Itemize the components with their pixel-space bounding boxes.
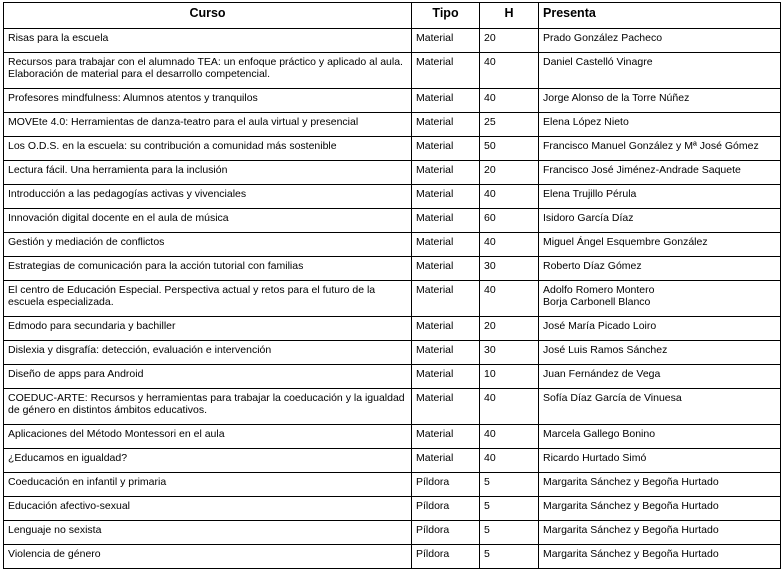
cell-curso: Dislexia y disgrafía: detección, evaluación e intervención <box>4 341 412 365</box>
cell-presenta <box>539 389 781 425</box>
presenter-name: Prado González Pacheco <box>543 32 663 44</box>
presenter-name: José Luis Ramos Sánchez <box>543 344 668 356</box>
cell-curso: MOVEte 4.0: Herramientas de danza-teatro para el aula virtual y presencial <box>4 113 412 137</box>
cell-presenta <box>539 449 781 473</box>
cell-tipo: Píldora <box>412 545 480 569</box>
cell-h: 30 <box>480 341 539 365</box>
table-row <box>4 521 781 545</box>
cell-tipo: Material <box>412 209 480 233</box>
presenter-name: José María Picado Loiro <box>543 320 657 332</box>
table-row <box>4 425 781 449</box>
cell-h: 25 <box>480 113 539 137</box>
cell-curso: Educación afectivo-sexual <box>4 497 412 521</box>
presenter-name: Roberto Díaz Gómez <box>543 260 642 272</box>
cell-h: 20 <box>480 317 539 341</box>
cell-h: 20 <box>480 161 539 185</box>
cell-h: 40 <box>480 281 539 317</box>
cell-tipo: Material <box>412 185 480 209</box>
cell-h: 5 <box>480 521 539 545</box>
presenter-name: Juan Fernández de Vega <box>543 368 661 380</box>
cell-curso: Lectura fácil. Una herramienta para la inclusión <box>4 161 412 185</box>
cell-h: 5 <box>480 473 539 497</box>
cell-presenta <box>539 341 781 365</box>
header-row <box>4 3 781 29</box>
table-body <box>4 29 781 569</box>
table-row <box>4 113 781 137</box>
table-row <box>4 185 781 209</box>
cell-tipo: Material <box>412 425 480 449</box>
cell-presenta <box>539 209 781 233</box>
table-row <box>4 365 781 389</box>
cell-tipo: Material <box>412 29 480 53</box>
cell-tipo: Material <box>412 233 480 257</box>
presenter-name: Miguel Ángel Esquembre González <box>543 236 708 248</box>
cell-presenta <box>539 365 781 389</box>
presenter-name: Elena Trujillo Pérula <box>543 188 637 200</box>
cell-curso: Los O.D.S. en la escuela: su contribución a comunidad más sostenible <box>4 137 412 161</box>
cell-h: 40 <box>480 449 539 473</box>
header-curso: Curso <box>4 3 412 29</box>
table-row <box>4 449 781 473</box>
cell-presenta <box>539 281 781 317</box>
cell-curso: Edmodo para secundaria y bachiller <box>4 317 412 341</box>
presenter-name: Adolfo Romero Montero <box>543 284 655 296</box>
cell-tipo: Material <box>412 113 480 137</box>
table-row <box>4 209 781 233</box>
table-row <box>4 281 781 317</box>
cell-h: 5 <box>480 497 539 521</box>
cell-presenta <box>539 521 781 545</box>
table-row <box>4 89 781 113</box>
presenter-name: Daniel Castelló Vinagre <box>543 56 653 68</box>
presenter-name: Margarita Sánchez y Begoña Hurtado <box>543 548 719 560</box>
cell-presenta <box>539 497 781 521</box>
table-row <box>4 233 781 257</box>
presenter-name: Isidoro García Díaz <box>543 212 634 224</box>
cell-curso: Aplicaciones del Método Montessori en el aula <box>4 425 412 449</box>
cell-presenta <box>539 29 781 53</box>
table-row <box>4 53 781 89</box>
cell-tipo: Píldora <box>412 473 480 497</box>
presenter-name: Francisco Manuel González y Mª José Gómez <box>543 140 759 152</box>
cell-tipo: Material <box>412 137 480 161</box>
cell-presenta <box>539 545 781 569</box>
table-row <box>4 137 781 161</box>
presenter-name: Margarita Sánchez y Begoña Hurtado <box>543 524 719 536</box>
presenter-name: Marcela Gallego Bonino <box>543 428 656 440</box>
header-h: H <box>480 3 539 29</box>
presenter-name: Ricardo Hurtado Simó <box>543 452 647 464</box>
cell-presenta <box>539 425 781 449</box>
table-row <box>4 497 781 521</box>
cell-tipo: Material <box>412 257 480 281</box>
cell-h: 30 <box>480 257 539 281</box>
cell-presenta <box>539 53 781 89</box>
cell-curso: Coeducación en infantil y primaria <box>4 473 412 497</box>
cell-curso: Innovación digital docente en el aula de música <box>4 209 412 233</box>
cell-tipo: Material <box>412 365 480 389</box>
cell-curso: Introducción a las pedagogías activas y vivenciales <box>4 185 412 209</box>
cell-tipo: Material <box>412 317 480 341</box>
cell-presenta <box>539 257 781 281</box>
table-row <box>4 317 781 341</box>
cell-presenta <box>539 137 781 161</box>
cell-tipo: Píldora <box>412 497 480 521</box>
cell-presenta <box>539 89 781 113</box>
cell-h: 40 <box>480 389 539 425</box>
cell-h: 50 <box>480 137 539 161</box>
cell-presenta <box>539 473 781 497</box>
presenter-name: Borja Carbonell Blanco <box>543 296 651 308</box>
cell-presenta <box>539 113 781 137</box>
cell-curso: Risas para la escuela <box>4 29 412 53</box>
cell-curso: Estrategias de comunicación para la acción tutorial con familias <box>4 257 412 281</box>
presenter-name: Margarita Sánchez y Begoña Hurtado <box>543 476 719 488</box>
cell-h: 60 <box>480 209 539 233</box>
cell-presenta <box>539 233 781 257</box>
cell-curso: Violencia de género <box>4 545 412 569</box>
cell-h: 40 <box>480 89 539 113</box>
cell-tipo: Material <box>412 341 480 365</box>
cell-tipo: Material <box>412 89 480 113</box>
cell-curso: Profesores mindfulness: Alumnos atentos y tranquilos <box>4 89 412 113</box>
table-row <box>4 389 781 425</box>
header-tipo: Tipo <box>412 3 480 29</box>
presenter-name: Elena López Nieto <box>543 116 629 128</box>
cell-curso: Lenguaje no sexista <box>4 521 412 545</box>
cell-tipo: Material <box>412 389 480 425</box>
presenter-name: Margarita Sánchez y Begoña Hurtado <box>543 500 719 512</box>
table-row <box>4 161 781 185</box>
cell-tipo: Material <box>412 281 480 317</box>
presenter-name: Francisco José Jiménez-Andrade Saquete <box>543 164 741 176</box>
cell-tipo: Píldora <box>412 521 480 545</box>
cell-h: 10 <box>480 365 539 389</box>
table-row <box>4 473 781 497</box>
table-row <box>4 29 781 53</box>
cell-h: 40 <box>480 185 539 209</box>
cell-curso: Gestión y mediación de conflictos <box>4 233 412 257</box>
cell-curso: ¿Educamos en igualdad? <box>4 449 412 473</box>
cell-curso: El centro de Educación Especial. Perspectiva actual y retos para el futuro de la escuela especializada. <box>4 281 412 317</box>
cell-tipo: Material <box>412 53 480 89</box>
header-presenta: Presenta <box>539 3 781 29</box>
cell-h: 20 <box>480 29 539 53</box>
cell-curso: Diseño de apps para Android <box>4 365 412 389</box>
cell-tipo: Material <box>412 449 480 473</box>
cell-presenta <box>539 161 781 185</box>
presenter-name: Sofía Díaz García de Vinuesa <box>543 392 682 404</box>
cell-presenta <box>539 185 781 209</box>
cell-tipo: Material <box>412 161 480 185</box>
table-row <box>4 257 781 281</box>
cell-h: 40 <box>480 233 539 257</box>
presenter-name: Jorge Alonso de la Torre Núñez <box>543 92 690 104</box>
cell-h: 40 <box>480 53 539 89</box>
cell-curso: COEDUC-ARTE: Recursos y herramientas para trabajar la coeducación y la igualdad de género en distintos ámbitos educativos. <box>4 389 412 425</box>
cell-curso: Recursos para trabajar con el alumnado TEA: un enfoque práctico y aplicado al aula. Elaboración de material para el desarrollo competencial. <box>4 53 412 89</box>
table-row <box>4 341 781 365</box>
cell-h: 40 <box>480 425 539 449</box>
cell-h: 5 <box>480 545 539 569</box>
table-row <box>4 545 781 569</box>
cell-presenta <box>539 317 781 341</box>
courses-table <box>3 2 781 569</box>
